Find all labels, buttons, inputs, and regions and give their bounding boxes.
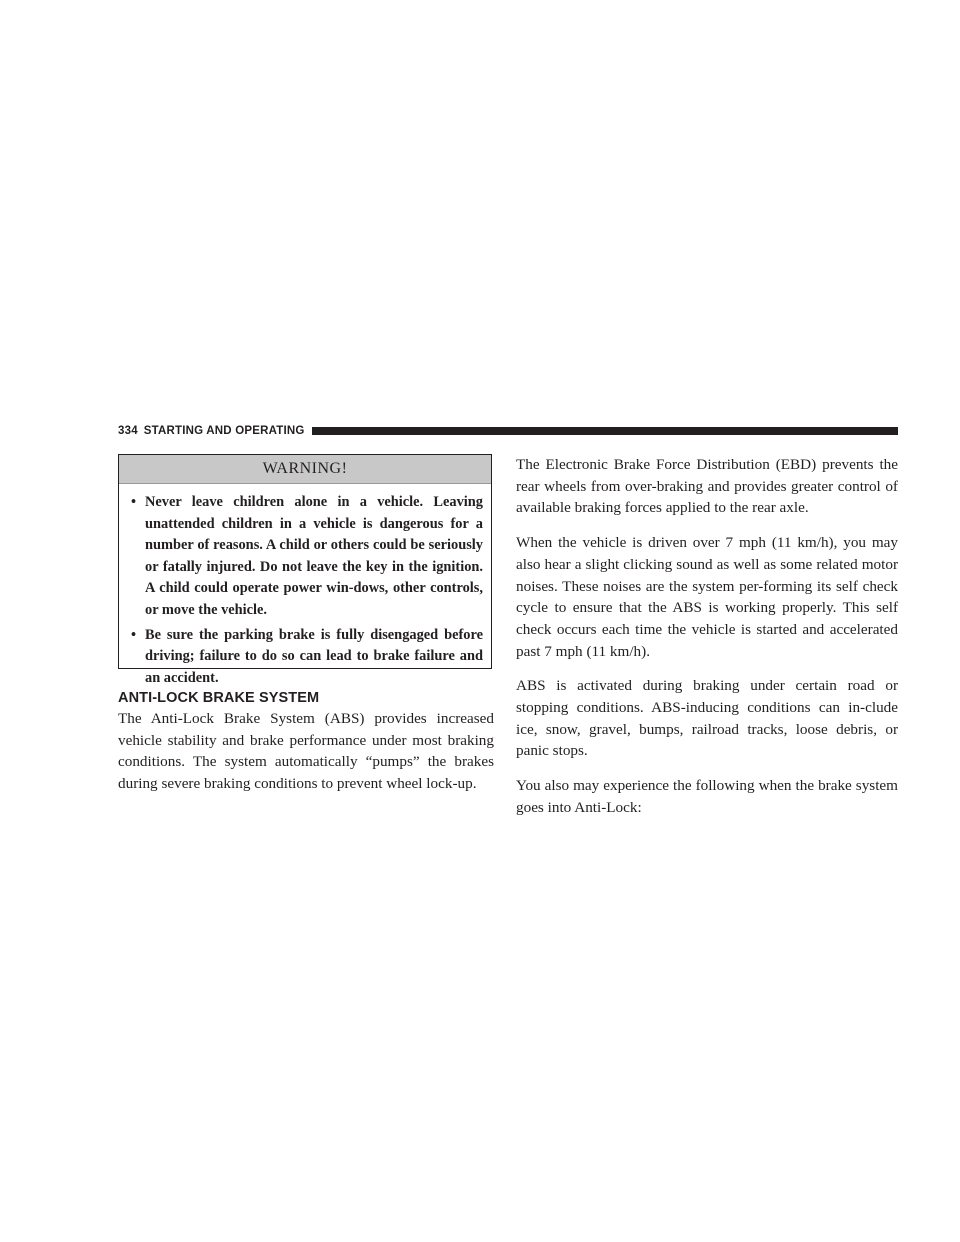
page-number: 334: [118, 424, 138, 437]
header-rule: [312, 427, 898, 435]
section-title: STARTING AND OPERATING: [143, 424, 305, 437]
warning-item: [131, 492, 483, 622]
bullet-icon: •: [131, 626, 137, 643]
warning-item-text: Never leave children alone in a vehicle. Leaving unattended children in a vehicle is dangerous for a number of reasons. A child or others could be seriously or fatally injured. Do not leave the key in the ignition. A child could operate power win-dows, other controls, or move the vehicle.: [145, 494, 483, 618]
warning-item-text: Be sure the parking brake is fully disengaged before driving; failure to do so can lead to brake failure and an accident.: [145, 626, 483, 686]
warning-item: [131, 625, 483, 690]
abs-section-heading: ANTI-LOCK BRAKE SYSTEM: [118, 690, 320, 706]
abs-activation-paragraph: ABS is activated during braking under certain road or stopping conditions. ABS-inducing conditions can in-clude ice, snow, gravel, bumps, railroad tracks, loose debris, or panic stops.: [516, 677, 898, 760]
warning-box: [118, 454, 492, 686]
page-header: [118, 424, 898, 437]
anti-lock-experience-paragraph: You also may experience the following when the brake system goes into Anti-Lock:: [516, 777, 898, 816]
bullet-icon: •: [131, 494, 137, 510]
warning-title: WARNING!: [119, 455, 491, 484]
abs-intro-paragraph: The Anti-Lock Brake System (ABS) provides increased vehicle stability and brake performance under most braking conditions. The system automatically “pumps” the brakes during severe braking conditions to prevent wheel lock-up.: [118, 710, 494, 793]
right-column: [516, 454, 898, 832]
ebd-paragraph: The Electronic Brake Force Distribution (EBD) prevents the rear wheels from over-braking and provides greater control of available braking forces applied to the rear axle.: [516, 456, 898, 517]
warning-list: [119, 484, 491, 689]
self-check-paragraph: When the vehicle is driven over 7 mph (11 km/h), you may also hear a slight clicking sound as well as some related motor noises. These noises are the system per-forming its self check cycle to ensure that the ABS is working properly. This self check occurs each time the vehicle is started and accelerated past 7 mph (11 km/h).: [516, 534, 898, 660]
left-column: [118, 454, 494, 807]
